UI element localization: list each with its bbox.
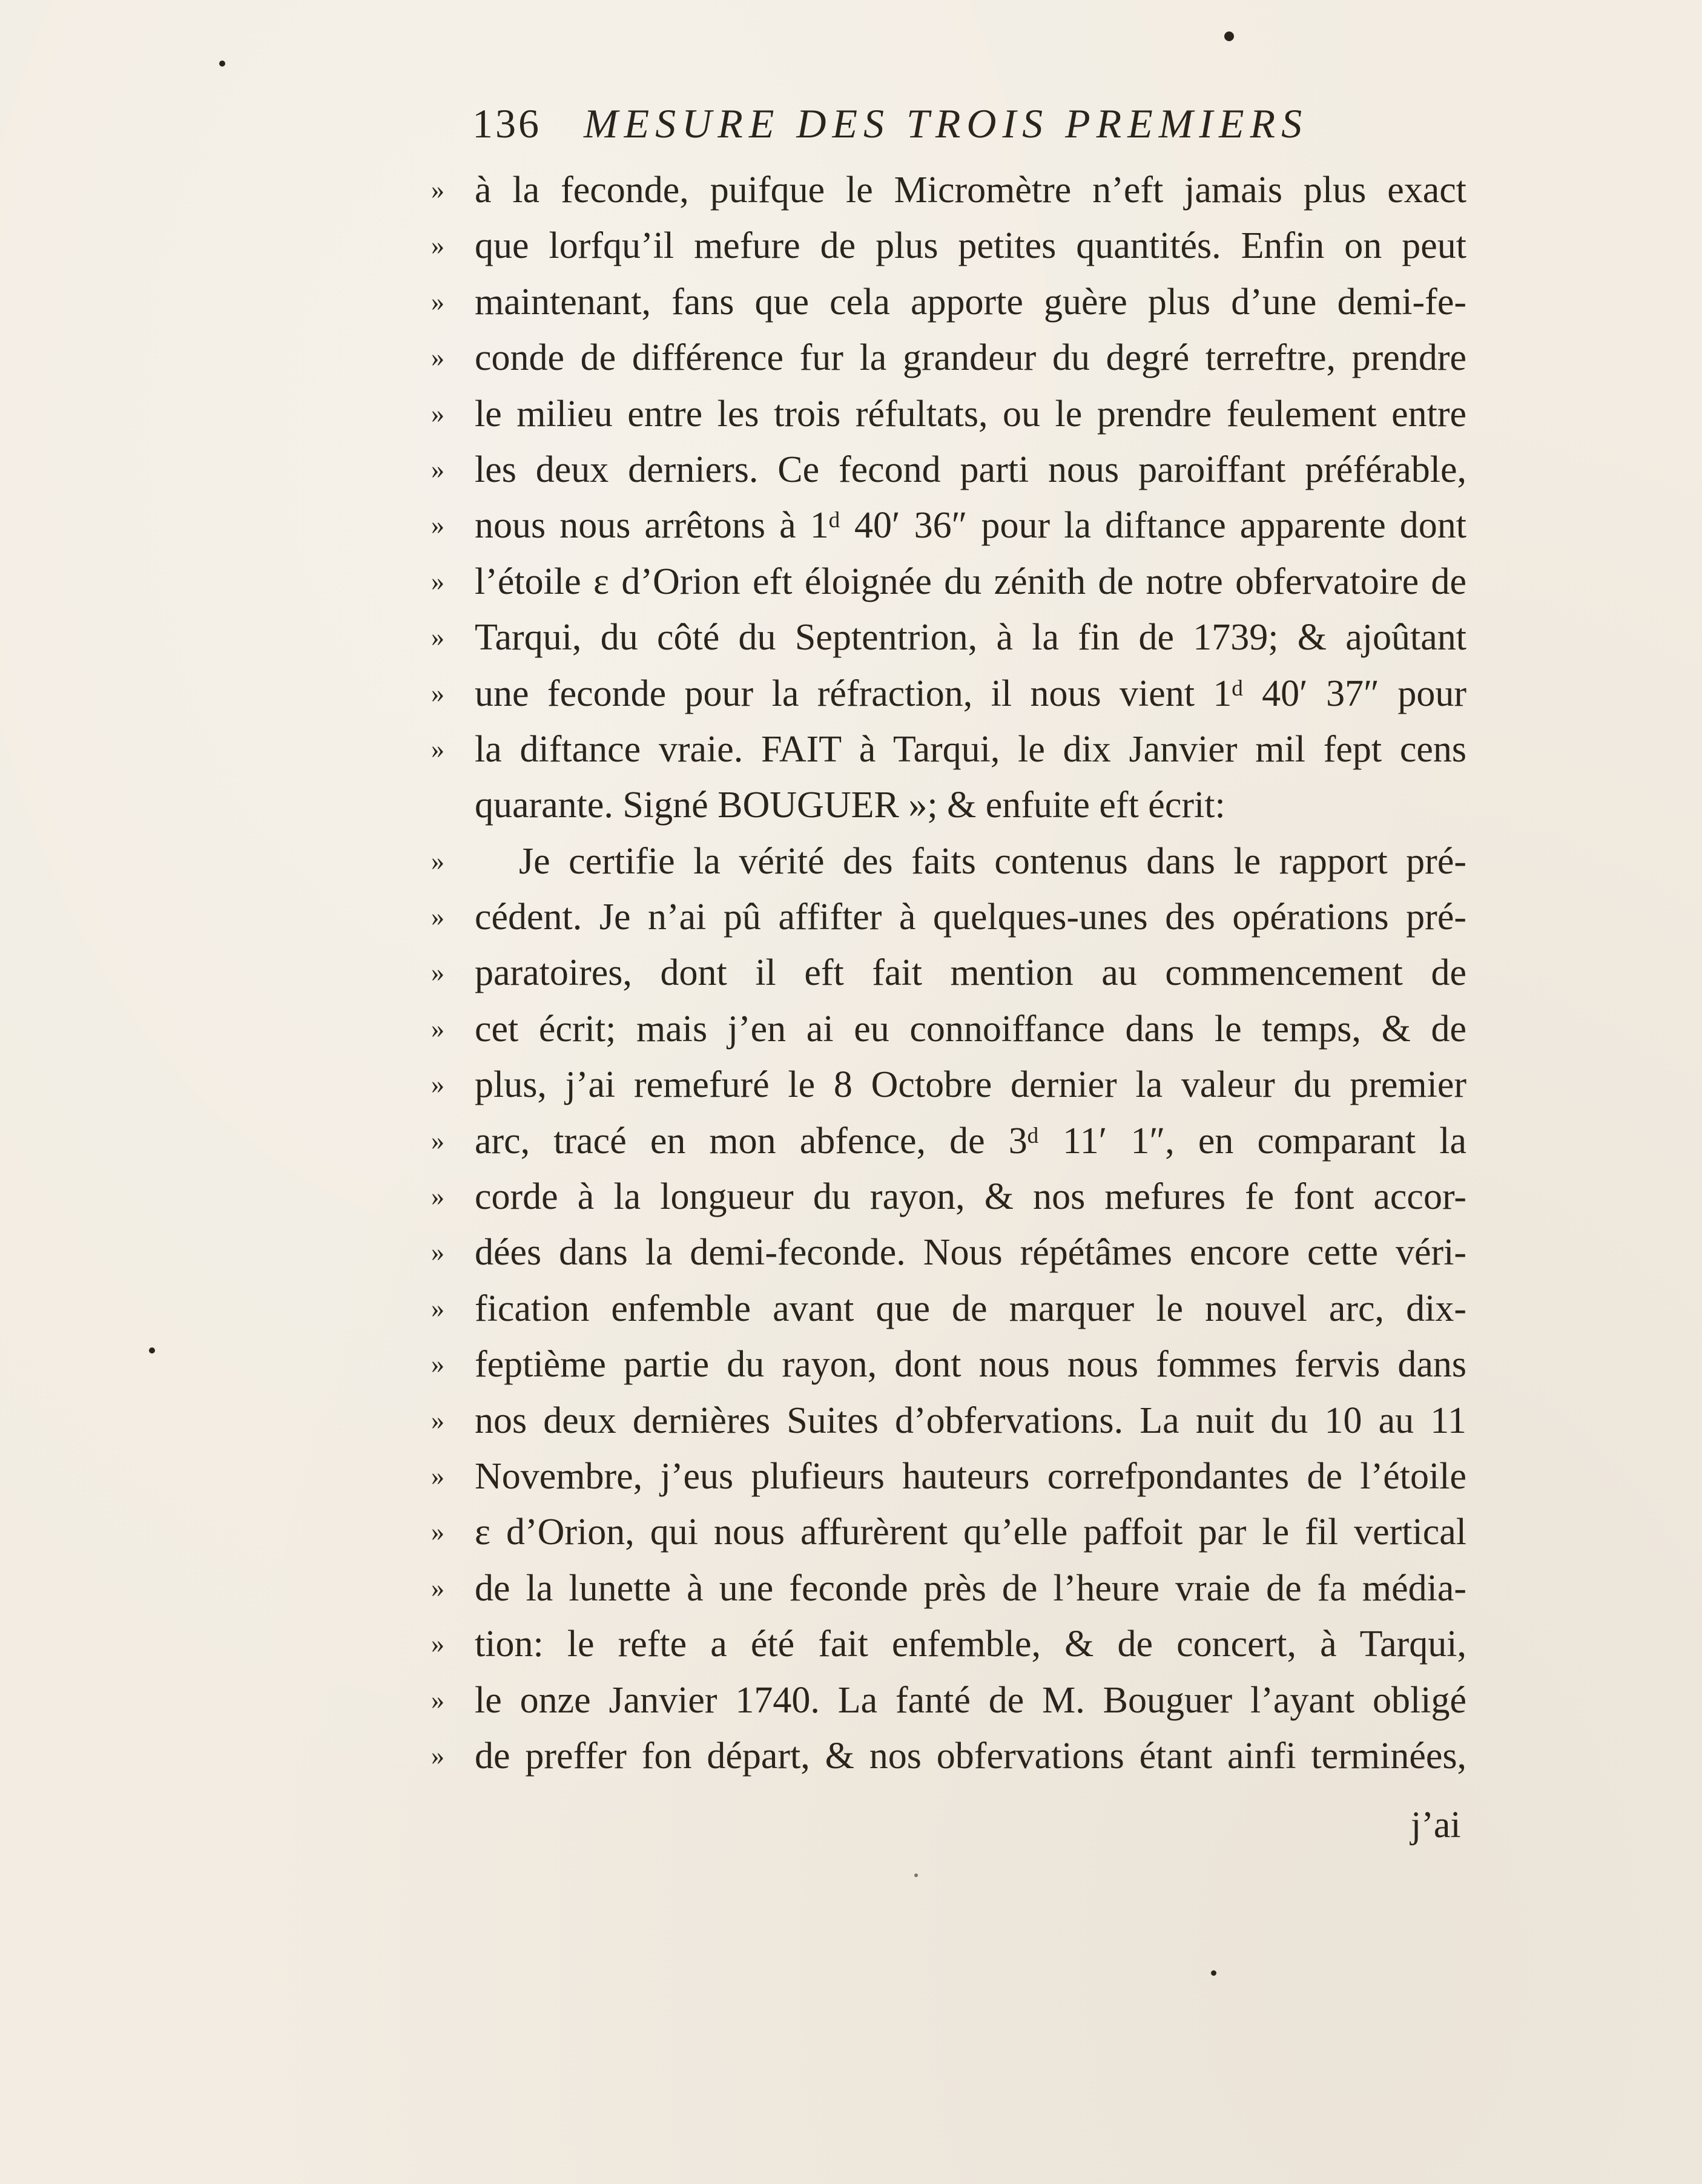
quote-mark: » [431, 1629, 444, 1659]
line-text: corde à la longueur du rayon, & nos mefures fe font accor- [475, 1176, 1466, 1218]
quote-mark: » [431, 1517, 444, 1547]
quote-mark: » [431, 1573, 444, 1603]
quote-mark: » [431, 678, 444, 708]
text-line [431, 1504, 1466, 1560]
ink-spot [1211, 1970, 1216, 1976]
quote-mark: » [431, 566, 444, 596]
text-line [431, 834, 1466, 889]
running-title: MESURE DES TROIS PREMIERS [584, 100, 1308, 146]
quote-mark: » [431, 1685, 444, 1715]
quote-mark: » [431, 1405, 444, 1435]
line-text: de preffer fon départ, & nos obfervations étant ainfi terminées, [475, 1735, 1466, 1777]
line-text: la diftance vraie. FAIT à Tarqui, le dix Janvier mil fept cens [475, 728, 1466, 770]
line-text: tion: le refte a été fait enfemble, & de concert, à Tarqui, [475, 1623, 1466, 1665]
line-text: le onze Janvier 1740. La fanté de M. Bouguer l’ayant obligé [475, 1679, 1466, 1721]
ink-spot [1224, 31, 1234, 41]
ink-spot [149, 1347, 155, 1353]
text-line [431, 162, 1466, 218]
catchword: j’ai [1411, 1804, 1461, 1846]
line-text: feptième partie du rayon, dont nous nous fommes fervis dans [475, 1344, 1466, 1386]
line-text: de la lunette à une feconde près de l’heure vraie de fa média- [475, 1567, 1466, 1609]
line-text: Tarqui, du côté du Septentrion, à la fin de 1739; & ajoûtant [475, 617, 1466, 659]
text-line [431, 722, 1466, 777]
quote-mark: » [431, 1461, 444, 1491]
quote-mark: » [431, 1237, 444, 1268]
line-text: nous nous arrêtons à 1ᵈ 40′ 36″ pour la diftance apparente dont [475, 505, 1466, 547]
quote-mark: » [431, 1070, 444, 1100]
text-line [431, 498, 1466, 553]
quote-mark: » [431, 1182, 444, 1212]
line-text: paratoires, dont il eft fait mention au commencement de [475, 952, 1466, 994]
text-line [431, 945, 1466, 1001]
page-number: 136 [472, 100, 541, 146]
text-line [431, 1616, 1466, 1672]
text-line [431, 442, 1466, 498]
line-text: fication enfemble avant que de marquer le nouvel arc, dix- [475, 1288, 1466, 1329]
body-text [431, 162, 1466, 1784]
text-line [431, 1449, 1466, 1504]
ink-spot [219, 61, 225, 67]
quote-mark: » [431, 1293, 444, 1323]
text-line [431, 1169, 1466, 1225]
quote-mark: » [431, 343, 444, 373]
text-line [431, 1728, 1466, 1784]
text-line [431, 1113, 1466, 1169]
line-text: les deux derniers. Ce fecond parti nous paroiffant préférable, [475, 449, 1466, 490]
line-text: quarante. Signé BOUGUER »; & enfuite eft écrit: [475, 784, 1225, 826]
line-text: une feconde pour la réfraction, il nous vient 1ᵈ 40′ 37″ pour [475, 673, 1466, 714]
text-line [431, 1057, 1466, 1113]
line-text: Je certifie la vérité des faits contenus dans le rapport pré- [519, 840, 1466, 882]
quote-mark: » [431, 398, 444, 429]
text-line [431, 1393, 1466, 1449]
line-text: nos deux dernières Suites d’obfervations. La nuit du 10 au 11 [475, 1400, 1466, 1441]
quote-mark: » [431, 622, 444, 653]
line-text: maintenant, fans que cela apporte guère plus d’une demi-fe- [475, 281, 1466, 323]
line-text: arc, tracé en mon abfence, de 3ᵈ 11′ 1″, en comparant la [475, 1120, 1466, 1162]
quote-mark: » [431, 175, 444, 205]
text-line [431, 1225, 1466, 1280]
line-text: dées dans la demi-feconde. Nous répétâmes encore cette véri- [475, 1232, 1466, 1274]
quote-mark: » [431, 286, 444, 317]
quote-mark: » [431, 1740, 444, 1771]
line-text: le milieu entre les trois réfultats, ou le prendre feulement entre [475, 393, 1466, 435]
line-text: cet écrit; mais j’en ai eu connoiffance dans le temps, & de [475, 1008, 1466, 1050]
quote-mark: » [431, 231, 444, 261]
quote-mark: » [431, 510, 444, 541]
line-text: Novembre, j’eus plufieurs hauteurs correfpondantes de l’étoile [475, 1455, 1466, 1497]
text-line [431, 1561, 1466, 1616]
quote-mark: » [431, 958, 444, 988]
text-line [431, 1281, 1466, 1337]
line-text: ε d’Orion, qui nous affurèrent qu’elle paffoit par le fil vertical [475, 1511, 1466, 1553]
text-line [431, 1673, 1466, 1728]
text-line [431, 1001, 1466, 1057]
text-line [431, 1337, 1466, 1392]
line-text: plus, j’ai remefuré le 8 Octobre dernier la valeur du premier [475, 1064, 1466, 1106]
text-line [431, 386, 1466, 442]
quote-mark: » [431, 734, 444, 764]
text-line [431, 554, 1466, 610]
line-text: cédent. Je n’ai pû affifter à quelques-unes des opérations pré- [475, 896, 1466, 938]
page-header [472, 100, 1308, 148]
text-line [431, 330, 1466, 386]
quote-mark: » [431, 454, 444, 484]
text-line [431, 218, 1466, 274]
text-line [431, 666, 1466, 722]
text-line [431, 610, 1466, 665]
line-text: que lorfqu’il mefure de plus petites quantités. Enfin on peut [475, 225, 1466, 267]
text-line [431, 274, 1466, 330]
text-line [431, 889, 1466, 945]
quote-mark: » [431, 902, 444, 932]
line-text: l’étoile ε d’Orion eft éloignée du zénith de notre obfervatoire de [475, 561, 1466, 602]
line-text: à la feconde, puifque le Micromètre n’eft jamais plus exact [475, 169, 1466, 211]
quote-mark: » [431, 1349, 444, 1380]
ink-spot [914, 1873, 918, 1877]
line-text: conde de différence fur la grandeur du degré terreftre, prendre [475, 337, 1466, 379]
quote-mark: » [431, 846, 444, 876]
quote-mark: » [431, 1125, 444, 1156]
text-line [431, 777, 1466, 833]
quote-mark: » [431, 1013, 444, 1044]
